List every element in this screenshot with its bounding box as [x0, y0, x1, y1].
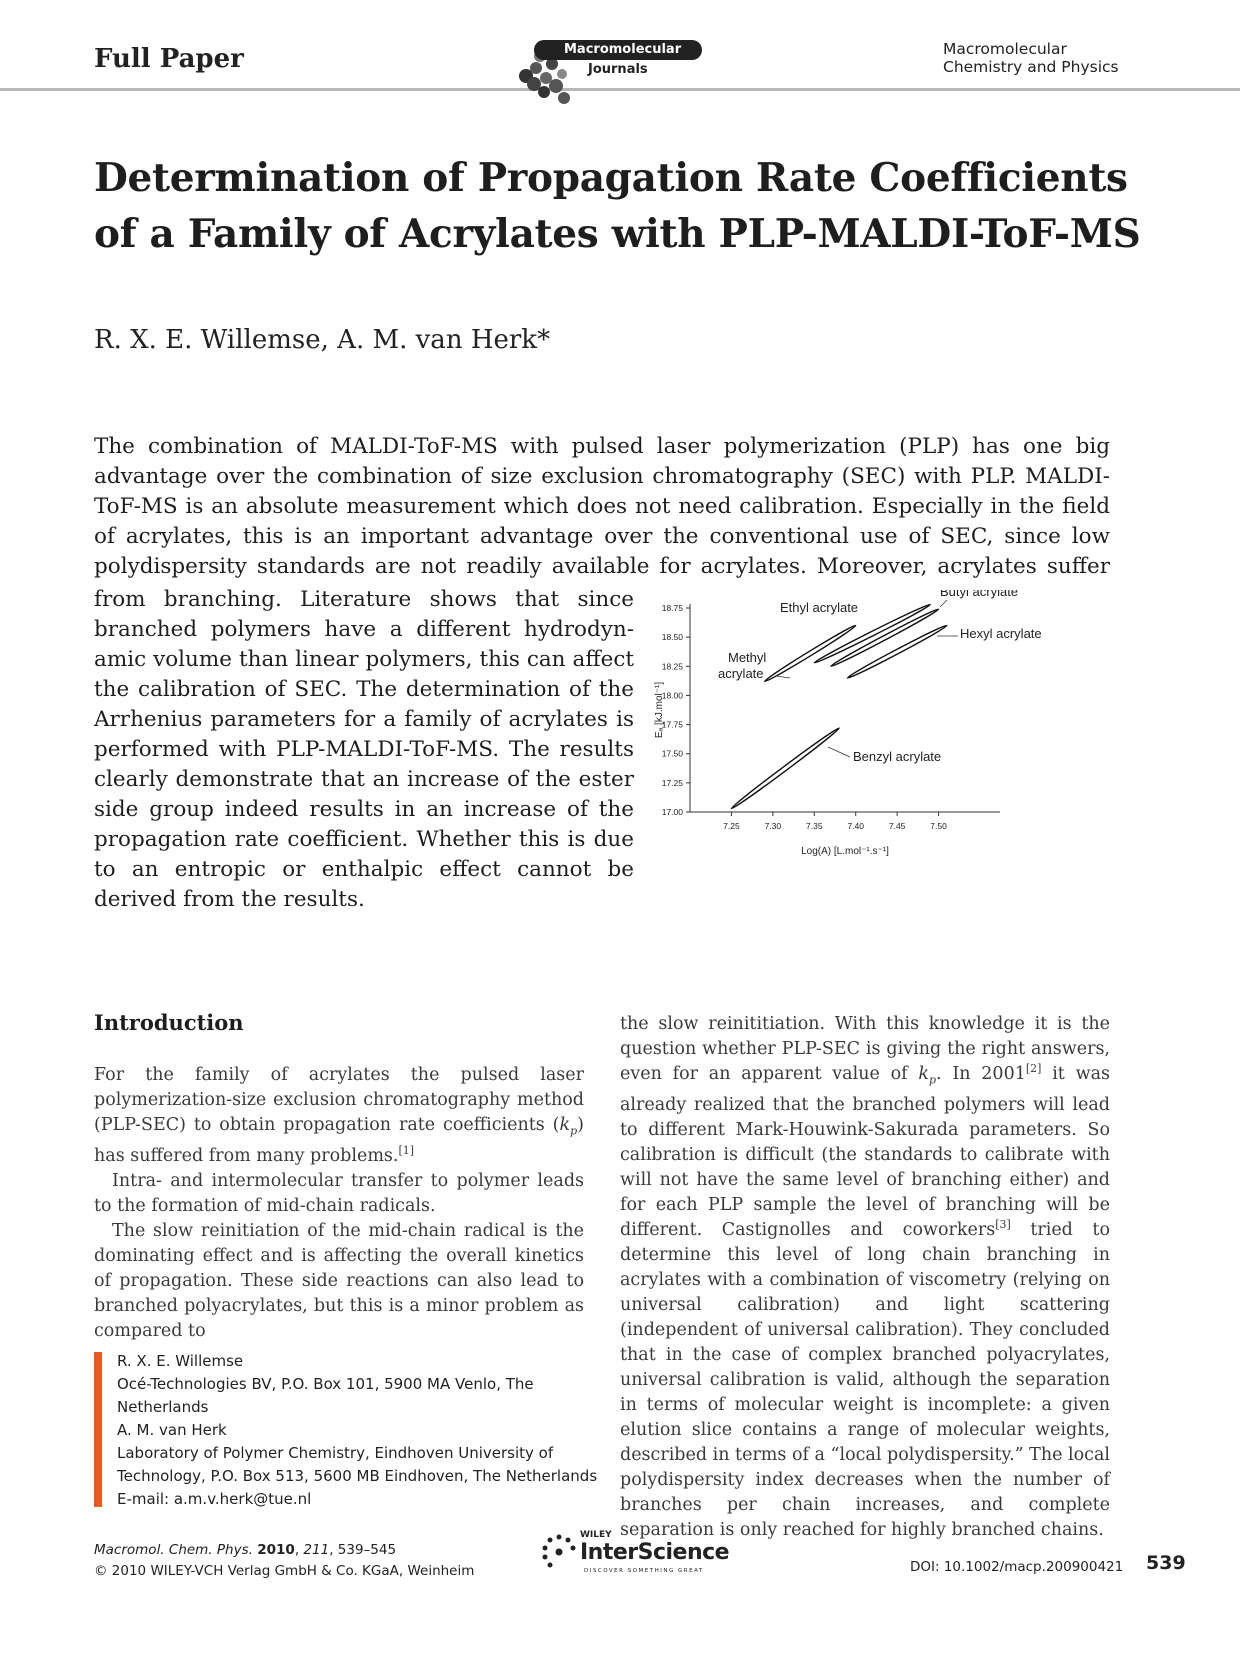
journal-abbrev: Macromol. Chem. Phys.	[94, 1542, 253, 1558]
x-tick-label: 7.50	[930, 821, 947, 831]
affiliation-line: Technology, P.O. Box 513, 5600 MB Eindhoven, The Netherlands	[117, 1467, 598, 1485]
y-tick-label: 18.75	[661, 603, 683, 613]
logo-line1: Macromolecular	[564, 42, 682, 57]
journal-name	[943, 40, 1119, 76]
leader-butyl	[940, 600, 947, 607]
arrhenius-chart	[650, 590, 1115, 910]
affiliation-line: A. M. van Herk	[117, 1421, 227, 1439]
x-tick-label: 7.30	[764, 821, 782, 831]
wiley-big-text: InterScience	[580, 1540, 730, 1565]
abstract-text-column: from branching. Literature shows that since branched polymers have a different hydrodyn-amic volume than linear polymers, this can affect the calibration of SEC. The determination of the Arrhenius parameters for a family of acrylates is performed with PLP-MALDI-ToF-MS. The results clearly demonstrate that an increase of the ester side group indeed results in an increase of the propagation rate coefficient. Whether this is due to an entropic or enthalpic effect cannot be derived from the results.	[94, 587, 634, 912]
intro-p1-text-b: ) has suffered from many problems.	[94, 1115, 584, 1166]
citation-volume: 211	[303, 1542, 330, 1558]
footer-doi: DOI: 10.1002/macp.200900421	[910, 1559, 1124, 1575]
authors: R. X. E. Willemse, A. M. van Herk*	[94, 325, 551, 355]
intro-right-column	[620, 1012, 1110, 1543]
reference-2: [2]	[1025, 1062, 1042, 1076]
intro-paragraph-1	[94, 1063, 584, 1169]
footer-citation	[94, 1540, 474, 1582]
section-heading-introduction: Introduction	[94, 1010, 244, 1035]
intro-right-text-b: . In 2001	[936, 1064, 1026, 1084]
section-label: Full Paper	[94, 44, 244, 74]
wiley-small-text: WILEY	[580, 1530, 612, 1540]
chart-svg	[650, 590, 1115, 910]
y-tick-label: 18.00	[661, 690, 683, 701]
abstract-column	[94, 585, 634, 915]
affiliation-box	[117, 1350, 598, 1511]
copyright-line: © 2010 WILEY-VCH Verlag GmbH & Co. KGaA, Weinheim	[94, 1563, 475, 1579]
y-axis-label: Eₐ [kJ.mol⁻¹]	[654, 681, 665, 739]
annotation-acrylate: acrylate	[718, 666, 764, 681]
y-tick-label: 17.25	[661, 777, 683, 788]
kp-symbol: k	[559, 1115, 571, 1135]
paper-title	[94, 150, 1154, 262]
wiley-tagline: DISCOVER SOMETHING GREAT	[584, 1568, 704, 1574]
logo-line2: Journals	[588, 62, 648, 77]
y-tick-label: 17.00	[661, 807, 683, 817]
intro-paragraph-3: The slow reinitiation of the mid-chain radical is the dominating effect and is affecting the overall kinetics of propagation. These side reactions can also lead to branched polyacrylates, but this is a minor problem as compared to	[94, 1220, 584, 1341]
abstract-text-top: The combination of MALDI-ToF-MS with pulsed laser polymerization (PLP) has one big advantage over the combination of size exclusion chromatography (SEC) with PLP. MALDI-ToF-MS is an absolute measurement which does not need calibration. Especially in the field of acrylates, this is an important advantage over the conventional use of SEC, since low polydispersity standards are not readily available for acrylates. Moreover, acrylates suffer	[94, 434, 1110, 579]
abstract-full-width	[94, 432, 1110, 582]
x-tick-label: 7.45	[888, 821, 906, 831]
wiley-dots-icon	[540, 1532, 578, 1572]
x-tick-label: 7.35	[806, 821, 823, 831]
reference-1: [1]	[398, 1143, 415, 1157]
kp-subscript: p	[570, 1124, 578, 1138]
y-tick-label: 18.50	[661, 632, 683, 643]
citation-line: Macromol. Chem. Phys. 2010, 211, 539–545	[94, 1542, 397, 1558]
x-tick-label: 7.25	[723, 821, 740, 831]
annotation-hexyl-acrylate: Hexyl acrylate	[960, 626, 1042, 641]
annotation-ethyl-acrylate: Ethyl acrylate	[780, 600, 859, 615]
x-axis-label: Log(A) [L.mol⁻¹.s⁻¹]	[801, 846, 889, 857]
journal-name-line1: Macromolecular	[943, 40, 1067, 58]
journal-name-line2: Chemistry and Physics	[943, 58, 1119, 76]
citation-year: 2010	[257, 1542, 295, 1558]
intro-p1-text-a: For the family of acrylates the pulsed laser polymerization-size exclusion chromatography method (PLP-SEC) to obtain propagation rate coefficients (	[94, 1065, 584, 1135]
kp-subscript-right: p	[928, 1073, 937, 1087]
y-tick-label: 18.25	[661, 661, 683, 672]
intro-right-text-d: tried to determine this level of long chain branching in acrylates with a combination of viscometry (relying on universal calibration) and light scattering (independent of universal calibration). They concluded that in the case of complex branched polyacrylates, universal calibration is valid, although the separation in terms of molecular weight is incomplete: a given elution slice contains a range of molecular weights, described in terms of a “local polydispersity.” The local polydispersity index decreases when the number of branches per chain increases, and complete separation is only reached for highly branched chains.	[620, 1219, 1110, 1540]
affiliation-accent-bar	[94, 1352, 102, 1507]
kp-symbol-right: k	[918, 1064, 929, 1084]
affiliation-line: R. X. E. Willemse	[117, 1352, 244, 1370]
annotation-benzyl-acrylate: Benzyl acrylate	[853, 749, 942, 764]
page-number: 539	[1146, 1552, 1186, 1574]
citation-pages: , 539–545	[329, 1542, 397, 1558]
y-tick-label: 17.50	[661, 748, 683, 759]
leader-benzyl	[828, 747, 850, 757]
affiliation-line: Océ-Technologies BV, P.O. Box 101, 5900 MA Venlo, The	[117, 1375, 534, 1393]
title-line2: of a Family of Acrylates with PLP-MALDI-ToF-MS	[94, 211, 1141, 257]
y-tick-label: 17.75	[661, 719, 683, 730]
title-line1: Determination of Propagation Rate Coefficients	[94, 155, 1128, 201]
intro-right-text-c: it was already realized that the branched polymers will lead to different Mark-Houwink-Sakurada parameters. So calibration is difficult (the standards to calibrate with will not have the same level of branching either) and for each PLP sample the level of branching will be different. Castignolles and coworkers	[620, 1064, 1110, 1240]
leader-methyl	[776, 676, 790, 678]
annotation-butyl-acrylate: Butyl acrylate	[940, 590, 1019, 599]
reference-3: [3]	[995, 1217, 1011, 1231]
series-butyl-acrylate	[830, 607, 940, 668]
intro-paragraph-continued	[620, 1012, 1110, 1543]
affiliation-line: Laboratory of Polymer Chemistry, Eindhoven University of	[117, 1444, 554, 1462]
intro-right-text-a: the slow reinititiation. With this knowledge it is the question whether PLP-SEC is giving the right answers, even for an apparent value of	[620, 1014, 1110, 1084]
affiliation-email[interactable]: E-mail: a.m.v.herk@tue.nl	[117, 1490, 312, 1508]
journals-logo	[512, 36, 702, 106]
intro-paragraph-2: Intra- and intermolecular transfer to polymer leads to the formation of mid-chain radicals.	[94, 1170, 584, 1216]
series-benzyl-acrylate	[730, 726, 840, 810]
affiliation-line: Netherlands	[117, 1398, 209, 1416]
x-tick-label: 7.40	[847, 821, 864, 831]
annotation-methyl: Methyl	[728, 650, 767, 665]
series-methyl-acrylate	[763, 624, 856, 684]
wiley-interscience-logo	[540, 1530, 740, 1578]
intro-left-column	[94, 1063, 584, 1344]
